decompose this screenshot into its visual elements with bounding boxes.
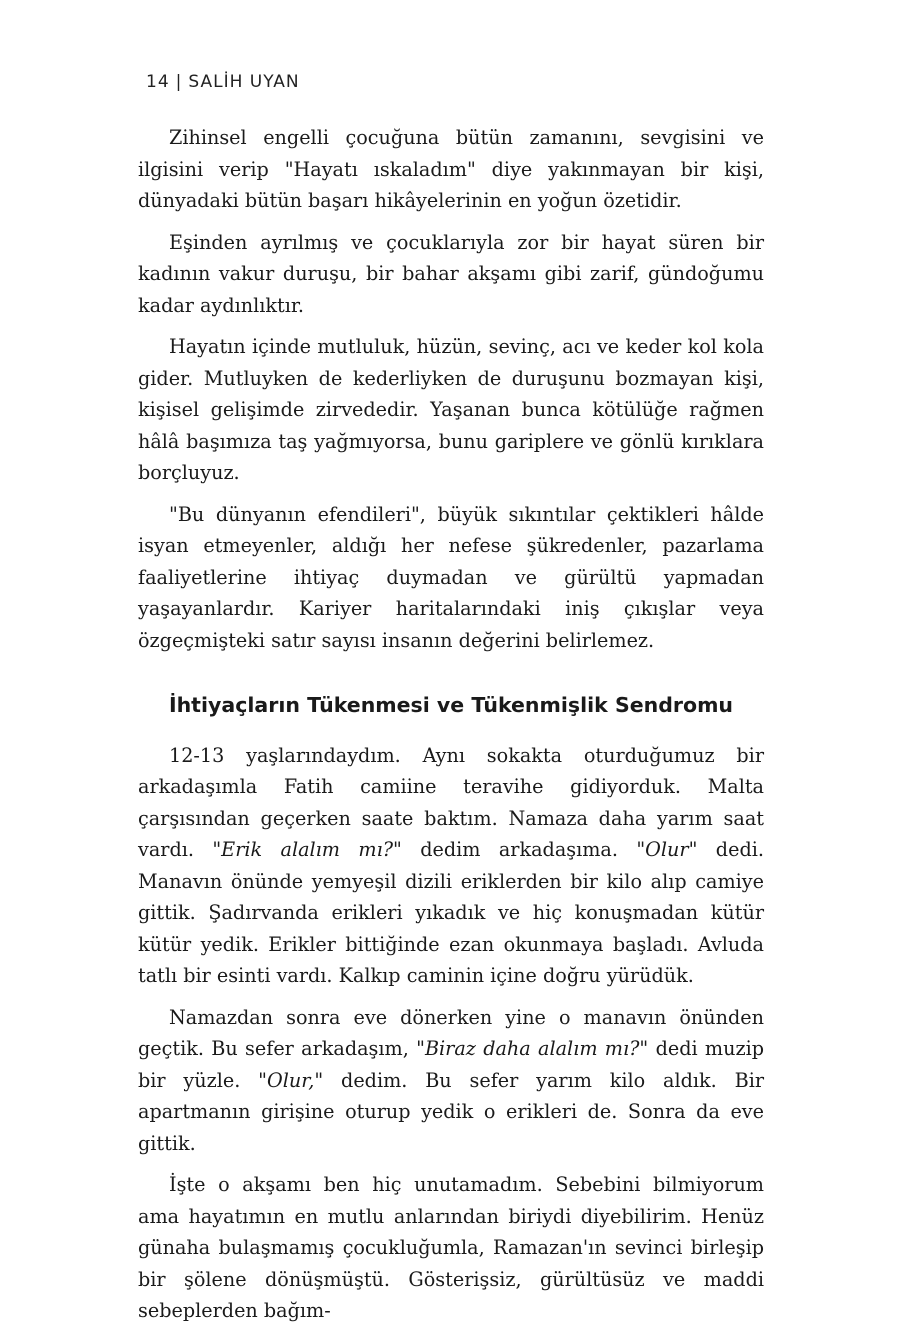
paragraph <box>138 740 764 992</box>
text-run: Namazdan sonra eve dönerken yine o manavın önünden geçtik. Bu sefer arkadaşım, <box>138 1005 764 1060</box>
page-number: 14 <box>146 72 170 92</box>
paragraph: Zihinsel engelli çocuğuna bütün zamanını, sevgisini ve ilgisini verip "Hayatı ıskaladım" diye yakınmayan bir kişi, dünyadaki bütün başarı hikâyelerinin en yoğun özetidir. <box>138 126 764 212</box>
text-run: dedim. Bu sefer yarım kilo aldık. Bir apartmanın girişine oturup yedik o erikleri de. Sonra da eve gittik. <box>138 1068 765 1155</box>
text-run: dedi muzip bir yüzle. <box>138 1037 765 1092</box>
author-name: SALİH UYAN <box>188 72 300 92</box>
body-text <box>138 122 764 1337</box>
paragraph <box>138 1002 764 1160</box>
paragraph: "Bu dünyanın efendileri", büyük sıkıntılar çektikleri hâlde isyan etmeyenler, aldığı her nefese şükredenler, pazarlama faaliyetlerine ihtiyaç duymadan ve gürültü yapmadan yaşayanlardır. Kariyer haritalarındaki iniş çıkışlar veya özgeçmişteki satır sayısı insanın değerini belirlemez. <box>138 502 764 652</box>
quote-italic: "Biraz daha alalım mı?" <box>416 1037 649 1060</box>
text-run: dedi. Manavın önünde yemyeşil dizili eriklerden bir kilo alıp camiye gittik. Şadırvanda erikleri yıkadık ve hiç konuşmadan kütür kütür yedik. Erikler bittiğinde ezan okunmaya başladı. Avluda tatlı bir esinti vardı. Kalkıp caminin içine doğru yürüdük. <box>138 838 764 987</box>
quote-italic: "Erik alalım mı?" <box>212 838 402 861</box>
paragraph: Hayatın içinde mutluluk, hüzün, sevinç, acı ve keder kol kola gider. Mutluyken de kederliyken de duruşunu bozmayan kişi, kişisel gelişimde zirvededir. Yaşanan bunca kötülüğe rağmen hâlâ başımıza taş yağmıyorsa, bunu gariplere ve gönlü kırıklara borçluyuz. <box>138 335 764 484</box>
paragraph: İşte o akşamı ben hiç unutamadım. Sebebini bilmiyorum ama hayatımın en mutlu anlarından biriydi diyebilirim. Henüz günaha bulaşmamış çocukluğumla, Ramazan'ın sevinci birleşip bir şölene dönüşmüştü. Gösterişsiz, gürültüsüz ve maddi sebeplerden bağım- <box>138 1173 764 1322</box>
quote-italic: "Olur," <box>258 1068 324 1092</box>
text-run: 12-13 yaşlarındaydım. Aynı sokakta oturduğumuz bir arkadaşımla Fatih camiine teravihe gidiyorduk. Malta çarşısından geçerken saate baktım. Namaza daha yarım saat vardı. <box>138 743 764 861</box>
text-run: dedim arkadaşıma. <box>401 838 637 861</box>
section-heading: İhtiyaçların Tükenmesi ve Tükenmişlik Sendromu <box>168 693 734 717</box>
paragraph: Eşinden ayrılmış ve çocuklarıyla zor bir hayat süren bir kadının vakur duruşu, bir bahar akşamı gibi zarif, gündoğumu kadar aydınlıktır. <box>138 230 764 317</box>
quote-italic: "Olur" <box>636 838 698 861</box>
running-header <box>146 72 300 92</box>
header-separator: | <box>175 72 183 92</box>
